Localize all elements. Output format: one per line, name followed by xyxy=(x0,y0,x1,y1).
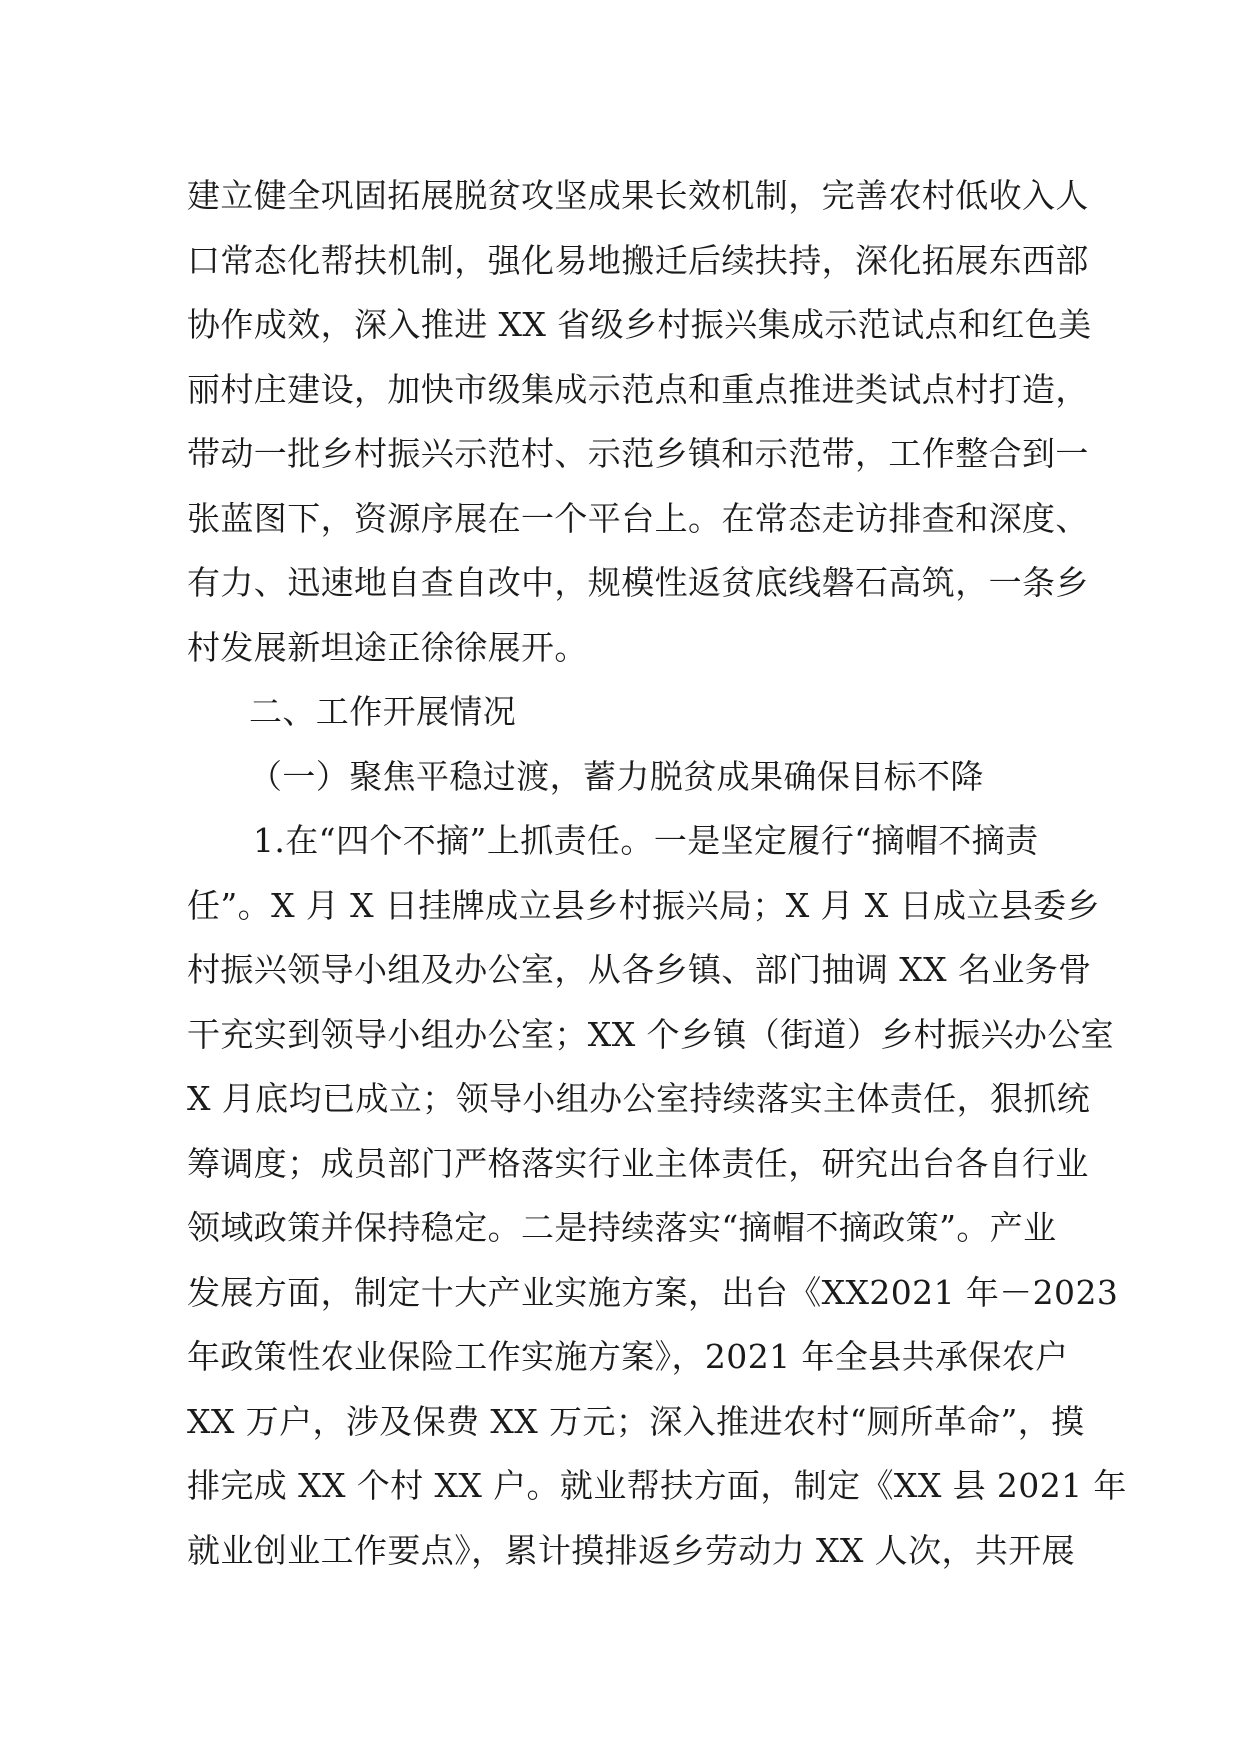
body-line: 口常态化帮扶机制，强化易地搬迁后续扶持，深化拓展东西部 xyxy=(187,240,1089,280)
body-line: X 月底均已成立；领导小组办公室持续落实主体责任，狠抓统 xyxy=(187,1079,1091,1118)
body-line: 带动一批乡村振兴示范村、示范乡镇和示范带，工作整合到一 xyxy=(187,434,1089,473)
body-line: 年政策性农业保险工作实施方案》，2021 年全县共承保农户 xyxy=(187,1337,1069,1376)
subsection-heading: （一）聚焦平稳过渡，蓄力脱贫成果确保目标不降 xyxy=(249,756,984,796)
body-line: 建立健全巩固拓展脱贫攻坚成果长效机制，完善农村低收入人 xyxy=(187,176,1089,215)
body-line: 发展方面，制定十大产业实施方案，出台《XX2021 年－2023 xyxy=(187,1272,1119,1312)
body-line: 协作成效，深入推进 XX 省级乡村振兴集成示范试点和红色美 xyxy=(187,305,1092,344)
body-line: 村发展新坦途正徐徐展开。 xyxy=(187,627,588,667)
body-line: 任”。X 月 X 日挂牌成立县乡村振兴局；X 月 X 日成立县委乡 xyxy=(187,885,1100,925)
body-line: 排完成 XX 个村 XX 户。就业帮扶方面，制定《XX 县 2021 年 xyxy=(187,1466,1127,1505)
section-heading: 二、工作开展情况 xyxy=(249,692,517,731)
body-line: XX 万户，涉及保费 XX 万元；深入推进农村“厕所革命”，摸 xyxy=(187,1401,1085,1441)
body-line: 丽村庄建设，加快市级集成示范点和重点推进类试点村打造， xyxy=(187,369,1089,409)
paragraph-start-line: 1.在“四个不摘”上抓责任。一是坚定履行“摘帽不摘责 xyxy=(253,821,1039,860)
body-line: 筹调度；成员部门严格落实行业主体责任，研究出台各自行业 xyxy=(187,1143,1089,1183)
body-line: 领域政策并保持稳定。二是持续落实“摘帽不摘政策”。产业 xyxy=(187,1208,1057,1247)
body-line: 村振兴领导小组及办公室，从各乡镇、部门抽调 XX 名业务骨 xyxy=(187,950,1092,989)
body-line: 干充实到领导小组办公室；XX 个乡镇（街道）乡村振兴办公室 xyxy=(187,1014,1115,1054)
document-body xyxy=(187,164,1127,1583)
body-line: 就业创业工作要点》，累计摸排返乡劳动力 XX 人次，共开展 xyxy=(187,1530,1076,1570)
body-line: 张蓝图下，资源序展在一个平台上。在常态走访排查和深度、 xyxy=(187,498,1089,538)
body-line: 有力、迅速地自查自改中，规模性返贫底线磐石高筑，一条乡 xyxy=(187,563,1089,602)
